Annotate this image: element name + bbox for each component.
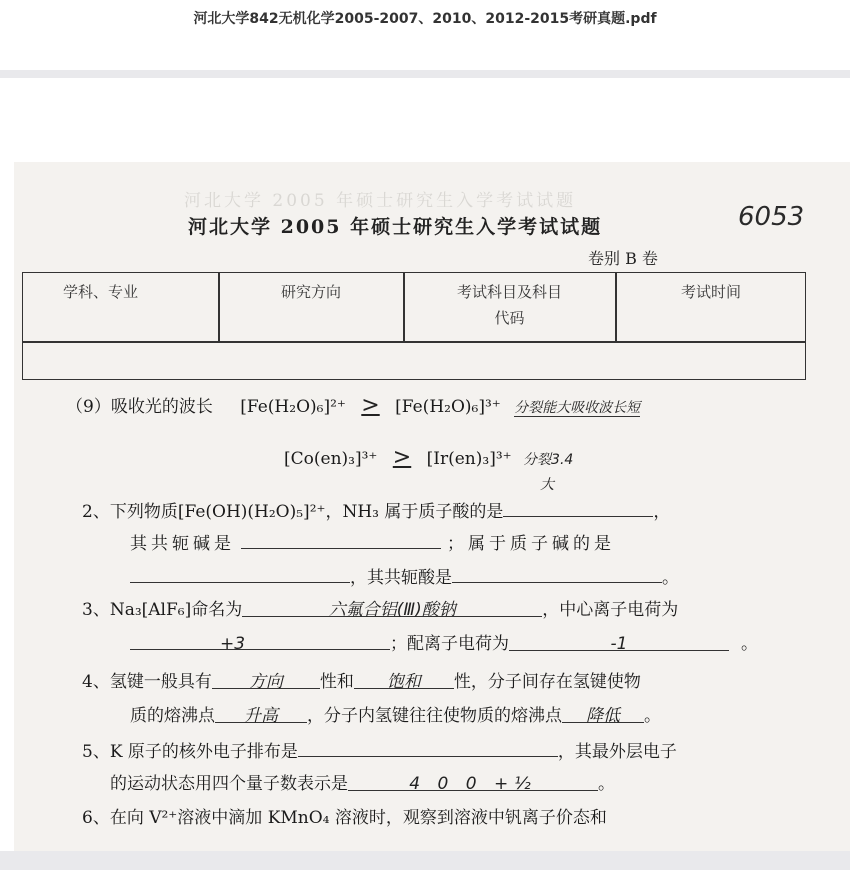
q2-line3 <box>130 564 679 590</box>
q9-handwritten-note3: 大 <box>540 477 554 493</box>
q4-handwritten-answer: 降低 <box>586 706 620 726</box>
q5-line1 <box>82 738 677 764</box>
answer-blank <box>241 530 441 549</box>
answer-blank <box>503 498 653 517</box>
volume-label: 卷别 B 卷 <box>588 249 658 268</box>
q9-ion-a: [Fe(H₂O)₆]²⁺ <box>240 397 346 417</box>
q5-handwritten-quantum-numbers: 4 0 0 +½ <box>409 774 537 794</box>
answer-blank <box>452 564 662 583</box>
q3-line1 <box>82 598 678 622</box>
q9-handwritten-note: 分裂能大吸收波长短 <box>514 400 641 416</box>
q6-line1 <box>82 806 607 830</box>
q3-line2 <box>130 632 758 656</box>
q9-ion-b: [Fe(H₂O)₆]³⁺ <box>395 397 501 417</box>
q3-handwritten-name: 六氟合铝(Ⅲ)酸钠 <box>328 600 456 620</box>
q2-text: ；属于质子碱的是 <box>447 534 615 554</box>
header-code: 代码 <box>494 309 525 327</box>
q3-text: ，中心离子电荷为 <box>542 600 679 620</box>
q9-prefix: （9）吸收光的波长 <box>66 397 213 417</box>
q9-sign2: > <box>392 445 412 470</box>
scanned-page <box>14 162 850 851</box>
q9-ion-d: [Ir(en)₃]³⁺ <box>426 449 512 469</box>
q2-line1 <box>82 498 670 524</box>
q4-handwritten-answer: 饱和 <box>386 672 421 692</box>
q3-answer-blank <box>130 632 390 654</box>
info-table <box>22 272 806 380</box>
q2-punct: ， <box>653 502 671 522</box>
q5-text: ，其最外层电子 <box>557 742 677 762</box>
table-rule <box>23 341 805 343</box>
bottom-scroll-bar[interactable] <box>0 851 850 870</box>
q4-answer-blank <box>354 670 454 692</box>
q4-answer-blank <box>215 704 307 726</box>
q9-line2 <box>284 446 573 472</box>
q2-text: 其共轭碱是 <box>130 534 235 554</box>
q3-answer-blank <box>242 598 542 620</box>
q9-ion-c: [Co(en)₃]³⁺ <box>284 449 378 469</box>
q2-text: 2、下列物质[Fe(OH)(H₂O)₅]²⁺，NH₃ 属于质子酸的是 <box>82 502 504 522</box>
q6-text: 6、在向 V²⁺溶液中滴加 KMnO₄ 溶液时，观察到溶液中钒离子价态和 <box>82 808 607 828</box>
header-subject: 考试科目及科目 <box>456 283 562 301</box>
q3-punct: 。 <box>741 634 758 654</box>
q3-text: ；配离子电荷为 <box>390 634 509 654</box>
q4-line2 <box>130 704 661 728</box>
q9-sign1: > <box>361 393 380 418</box>
q4-handwritten-answer: 升高 <box>244 706 278 726</box>
header-direction: 研究方向 <box>280 283 341 301</box>
q4-answer-blank <box>562 704 644 726</box>
q4-text: 性，分子间存在氢键使物 <box>453 672 641 692</box>
exam-title: 河北大学 2005 年硕士研究生入学考试试题 <box>188 216 603 238</box>
q3-answer-blank <box>509 632 729 654</box>
q5-line2 <box>110 772 615 796</box>
header-major: 学科、专业 <box>63 283 139 301</box>
q4-text: 性和 <box>319 672 354 692</box>
q3-handwritten-ion-charge: -1 <box>610 634 628 654</box>
q4-text: 质的熔沸点 <box>130 706 215 726</box>
q4-line1 <box>82 670 641 694</box>
q2-text: ，其共轭酸是 <box>350 568 452 588</box>
q5-punct: 。 <box>598 774 615 794</box>
bleed-through-text: 河北大学 2005 年硕士研究生入学考试试题 <box>184 191 577 211</box>
q2-line2 <box>130 530 615 556</box>
q4-text: ，分子内氢键往往使物质的熔沸点 <box>307 706 562 726</box>
q2-punct: 。 <box>662 568 679 588</box>
q9-line1 <box>66 394 640 420</box>
q5-answer-blank <box>348 772 598 794</box>
q3-handwritten-charge: +3 <box>220 634 246 654</box>
q9-handwritten-note2: 分裂3.4 <box>523 452 574 468</box>
q4-text: 4、氢键一般具有 <box>82 672 212 692</box>
toolbar-divider <box>0 70 850 78</box>
q5-text: 5、K 原子的核外电子排布是 <box>82 742 298 762</box>
q5-text: 的运动状态用四个量子数表示是 <box>110 774 348 794</box>
q4-handwritten-answer: 方向 <box>248 672 283 692</box>
header-time: 考试时间 <box>680 283 741 301</box>
q3-text: 3、Na₃[AlF₆]命名为 <box>82 600 243 620</box>
answer-blank <box>298 738 558 757</box>
answer-blank <box>130 564 350 583</box>
q4-punct: 。 <box>644 706 661 726</box>
q4-answer-blank <box>212 670 320 692</box>
document-title: 河北大学842无机化学2005-2007、2010、2012-2015考研真题.pdf <box>193 11 657 27</box>
handwritten-id: 6053 <box>738 202 805 232</box>
